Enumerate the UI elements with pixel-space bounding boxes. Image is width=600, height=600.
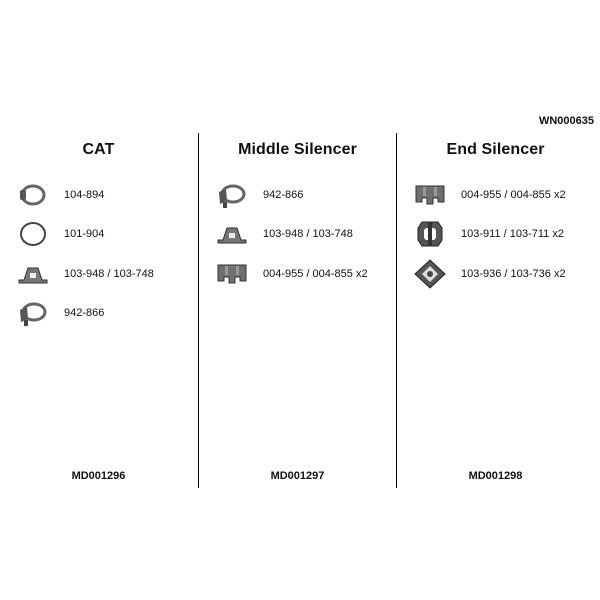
column-code: MD001297 <box>270 470 325 482</box>
part-number: 004-955 / 004-855 x2 <box>461 188 566 201</box>
part-number: 103-948 / 103-748 <box>263 228 353 241</box>
part-number: 101-904 <box>64 228 105 241</box>
clamp-icon <box>14 180 52 210</box>
part-item <box>14 294 197 334</box>
parts-list <box>14 175 197 333</box>
part-item <box>213 254 396 294</box>
column-end-silencer <box>396 133 594 488</box>
parts-list <box>411 175 594 294</box>
rubber-hanger-icon <box>411 219 449 249</box>
part-number: 103-936 / 103-736 x2 <box>461 267 566 280</box>
column-middle-silencer <box>198 133 396 488</box>
column-code: MD001298 <box>468 470 523 482</box>
column-cat <box>0 133 197 488</box>
part-number: 103-911 / 103-711 x2 <box>461 228 564 241</box>
band-clamp-icon <box>14 298 52 328</box>
band-clamp-icon <box>213 180 251 210</box>
part-item <box>14 254 197 294</box>
rubber-mount-icon <box>14 259 52 289</box>
part-item <box>14 175 197 215</box>
part-item <box>213 215 396 255</box>
part-number: 104-894 <box>64 188 105 201</box>
ring-icon <box>14 219 52 249</box>
column-title: End Silencer <box>446 141 545 158</box>
part-number: 942-866 <box>263 188 304 201</box>
part-item <box>14 215 197 255</box>
column-title: Middle Silencer <box>238 141 357 158</box>
part-number: 942-866 <box>64 307 105 320</box>
rubber-mount-icon <box>213 219 251 249</box>
column-code: MD001296 <box>71 470 126 482</box>
part-item <box>411 175 594 215</box>
part-number: 004-955 / 004-855 x2 <box>263 267 368 280</box>
parts-list <box>213 175 396 294</box>
part-item <box>411 254 594 294</box>
rubber-block-icon <box>213 259 251 289</box>
column-title: CAT <box>82 141 115 158</box>
diamond-mount-icon <box>411 259 449 289</box>
rubber-block-icon <box>411 180 449 210</box>
part-item <box>411 215 594 255</box>
part-number: 103-948 / 103-748 <box>64 267 154 280</box>
reference-number: WN000635 <box>538 115 594 127</box>
part-item <box>213 175 396 215</box>
